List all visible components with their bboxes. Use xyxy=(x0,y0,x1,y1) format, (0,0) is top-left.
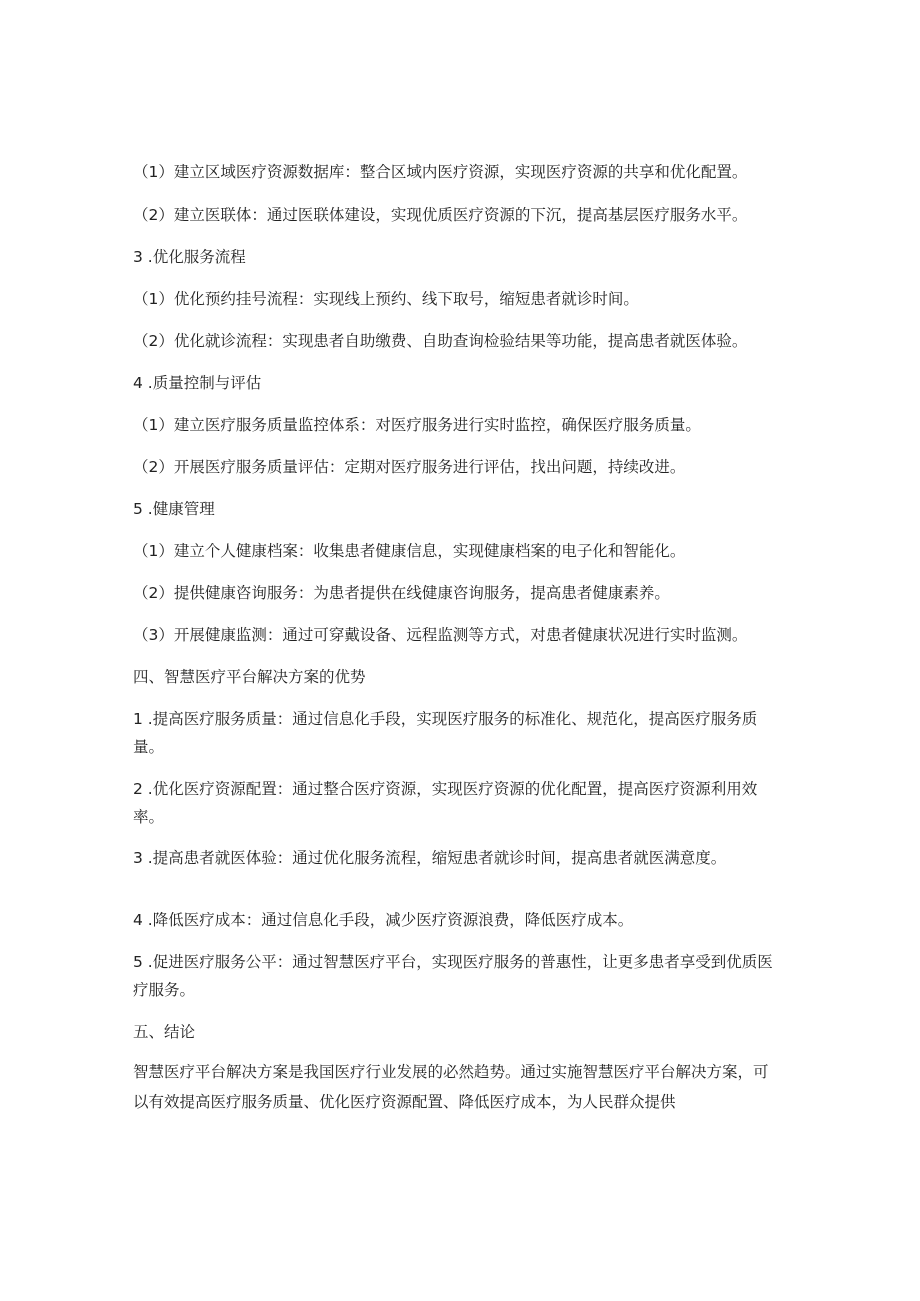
paragraph-quality-monitoring: （1）建立医疗服务质量监控体系：对医疗服务进行实时监控，确保医疗服务质量。 xyxy=(133,416,701,434)
paragraph-health-records: （1）建立个人健康档案：收集患者健康信息，实现健康档案的电子化和智能化。 xyxy=(133,542,686,560)
heading-quality-control: 4 .质量控制与评估 xyxy=(133,374,262,392)
heading-section-conclusion: 五、结论 xyxy=(133,1023,196,1041)
heading-optimize-service-flow: 3 .优化服务流程 xyxy=(133,248,246,266)
paragraph-medical-alliance: （2）建立医联体：通过医联体建设，实现优质医疗资源的下沉，提高基层医疗服务水平。 xyxy=(133,206,748,224)
paragraph-conclusion: 智慧医疗平台解决方案是我国医疗行业发展的必然趋势。通过实施智慧医疗平台解决方案，可以有效提高医疗服务质量、优化医疗资源配置、降低医疗成本，为人民群众提供 xyxy=(133,1063,769,1111)
heading-section-advantages: 四、智慧医疗平台解决方案的优势 xyxy=(133,668,366,686)
paragraph-advantage-cost: 4 .降低医疗成本：通过信息化手段，减少医疗资源浪费，降低医疗成本。 xyxy=(133,911,634,929)
paragraph-quality-evaluation: （2）开展医疗服务质量评估：定期对医疗服务进行评估，找出问题，持续改进。 xyxy=(133,458,686,476)
paragraph-appointment-flow: （1）优化预约挂号流程：实现线上预约、线下取号，缩短患者就诊时间。 xyxy=(133,290,639,308)
paragraph-advantage-fairness: 5 .促进医疗服务公平：通过智慧医疗平台，实现医疗服务的普惠性，让更多患者享受到优质医疗服务。 xyxy=(133,953,773,999)
paragraph-advantage-quality: 1 .提高医疗服务质量：通过信息化手段，实现医疗服务的标准化、规范化，提高医疗服务质量。 xyxy=(133,710,758,756)
paragraph-visit-flow: （2）优化就诊流程：实现患者自助缴费、自助查询检验结果等功能，提高患者就医体验。 xyxy=(133,332,748,350)
paragraph-health-consulting: （2）提供健康咨询服务：为患者提供在线健康咨询服务，提高患者健康素养。 xyxy=(133,584,670,602)
paragraph-regional-database: （1）建立区域医疗资源数据库：整合区域内医疗资源，实现医疗资源的共享和优化配置。 xyxy=(133,163,748,181)
paragraph-advantage-resources: 2 .优化医疗资源配置：通过整合医疗资源，实现医疗资源的优化配置，提高医疗资源利用效率。 xyxy=(133,780,758,826)
paragraph-advantage-experience: 3 .提高患者就医体验：通过优化服务流程，缩短患者就诊时间，提高患者就医满意度。 xyxy=(133,849,727,867)
heading-health-management: 5 .健康管理 xyxy=(133,500,215,518)
paragraph-health-monitoring: （3）开展健康监测：通过可穿戴设备、远程监测等方式，对患者健康状况进行实时监测。 xyxy=(133,626,748,644)
